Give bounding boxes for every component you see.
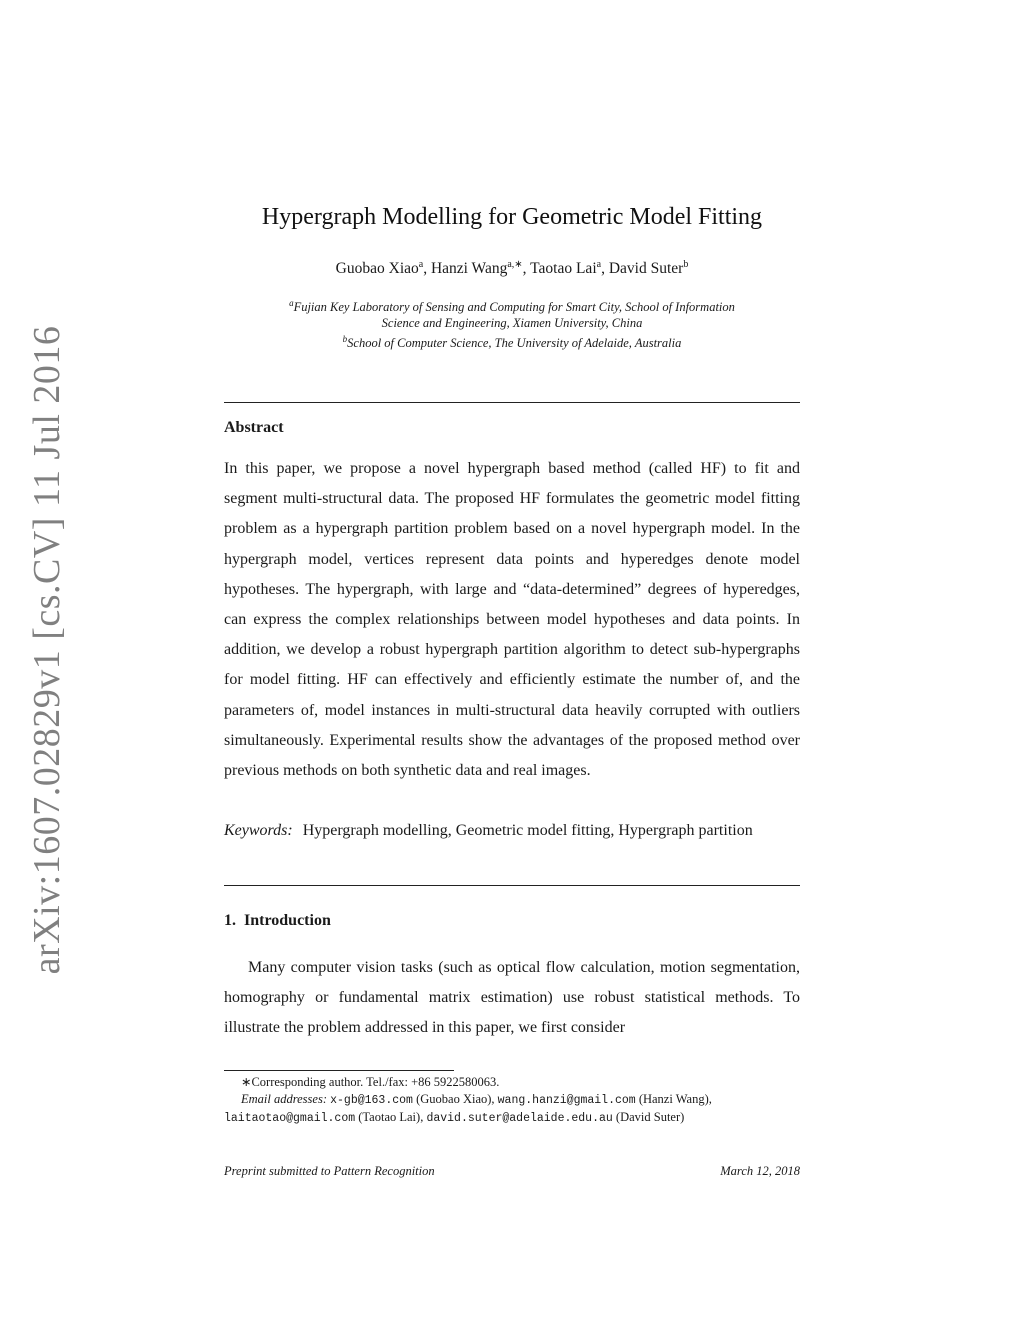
author-affiliation-mark: b bbox=[683, 259, 689, 270]
arxiv-stamp: arXiv:1607.02829v1 [cs.CV] 11 Jul 2016 bbox=[26, 325, 68, 975]
author-name: David Suter bbox=[608, 260, 684, 278]
affiliation-b: $^b$School of Computer Science, The University of Adelaide, Australia bbox=[342, 334, 682, 351]
email-address[interactable]: wang.hanzi@gmail.com bbox=[497, 1093, 636, 1107]
author-name: Taotao Lai bbox=[530, 260, 597, 278]
introduction-body: Many computer vision tasks (such as optical flow calculation, motion segmentation, homography or fundamental matrix estimation) use robust statistical methods. To illustrate the problem addressed in this paper, we first consider bbox=[224, 959, 800, 1037]
abstract-body: In this paper, we propose a novel hypergraph based method (called HF) to fit and segment multi-structural data. The proposed HF formulates the geometric model fitting problem as a hypergraph partition problem based on a novel hypergraph model. In the hypergraph model, vertices represent data points and hyperedges denote model hypotheses. The hypergraph, with large and “data-determined” degrees of hyperedges, can express the complex relationships between model hypotheses and data points. In addition, we develop a robust hypergraph partition algorithm to detect sub-hypergraphs for model fitting. HF can effectively and efficiently estimate the number of, and the parameters of, model instances in multi-structural data heavily corrupted with outliers simultaneously. Experimental results show the advantages of the proposed method over previous methods on both synthetic data and real images. bbox=[224, 460, 800, 780]
footer-submission: Preprint submitted to Pattern Recognition bbox=[224, 1164, 435, 1178]
affiliations bbox=[0, 295, 1024, 351]
author-affiliation-mark: a bbox=[596, 259, 602, 270]
affiliation-a-cont: Science and Engineering, Xiamen University, China bbox=[381, 316, 643, 331]
keywords-text: Hypergraph modelling, Geometric model fitting, Hypergraph partition bbox=[302, 822, 753, 839]
email-line: Email addresses: x-gb@163.com (Guobao Xiao), wang.hanzi@gmail.com (Hanzi Wang), bbox=[241, 1091, 712, 1107]
section-title: Introduction bbox=[244, 912, 331, 929]
section-number: 1. bbox=[224, 912, 236, 929]
abstract-top-rule bbox=[224, 402, 800, 403]
author-list: Guobao Xiao$^a$, Hanzi Wang$^{a,∗}$, Taotao Lai$^a$, David Suter$^b$ bbox=[335, 259, 689, 278]
author-name: Hanzi Wang bbox=[430, 260, 508, 278]
author-affiliation-mark: a,∗ bbox=[507, 259, 523, 270]
abstract-heading: Abstract bbox=[224, 419, 284, 436]
keywords-label: Keywords: bbox=[224, 822, 293, 839]
email-label: Email addresses: bbox=[241, 1091, 327, 1106]
keywords bbox=[224, 816, 800, 846]
email-address[interactable]: david.suter@adelaide.edu.au bbox=[426, 1112, 613, 1125]
affiliation-a: $^a$Fujian Key Laboratory of Sensing and Computing for Smart City, School of Information bbox=[289, 298, 735, 315]
abstract-bottom-rule bbox=[224, 885, 800, 886]
email-address[interactable]: laitaotao@gmail.com bbox=[224, 1112, 356, 1125]
corresponding-author-note: ∗Corresponding author. Tel./fax: +86 5922580063. bbox=[241, 1075, 500, 1089]
footnote-rule bbox=[224, 1070, 454, 1071]
author-affiliation-mark: a bbox=[418, 259, 424, 270]
email-line: laitaotao@gmail.com (Taotao Lai), david.suter@adelaide.edu.au (David Suter) bbox=[224, 1110, 685, 1125]
author-name: Guobao Xiao bbox=[335, 260, 419, 278]
footnotes bbox=[224, 1074, 800, 1128]
section-heading bbox=[224, 912, 800, 930]
footer-date: March 12, 2018 bbox=[720, 1164, 800, 1178]
page-footer bbox=[224, 1164, 800, 1179]
paper-title: Hypergraph Modelling for Geometric Model Fitting bbox=[261, 204, 763, 230]
email-address[interactable]: x-gb@163.com bbox=[330, 1093, 413, 1107]
